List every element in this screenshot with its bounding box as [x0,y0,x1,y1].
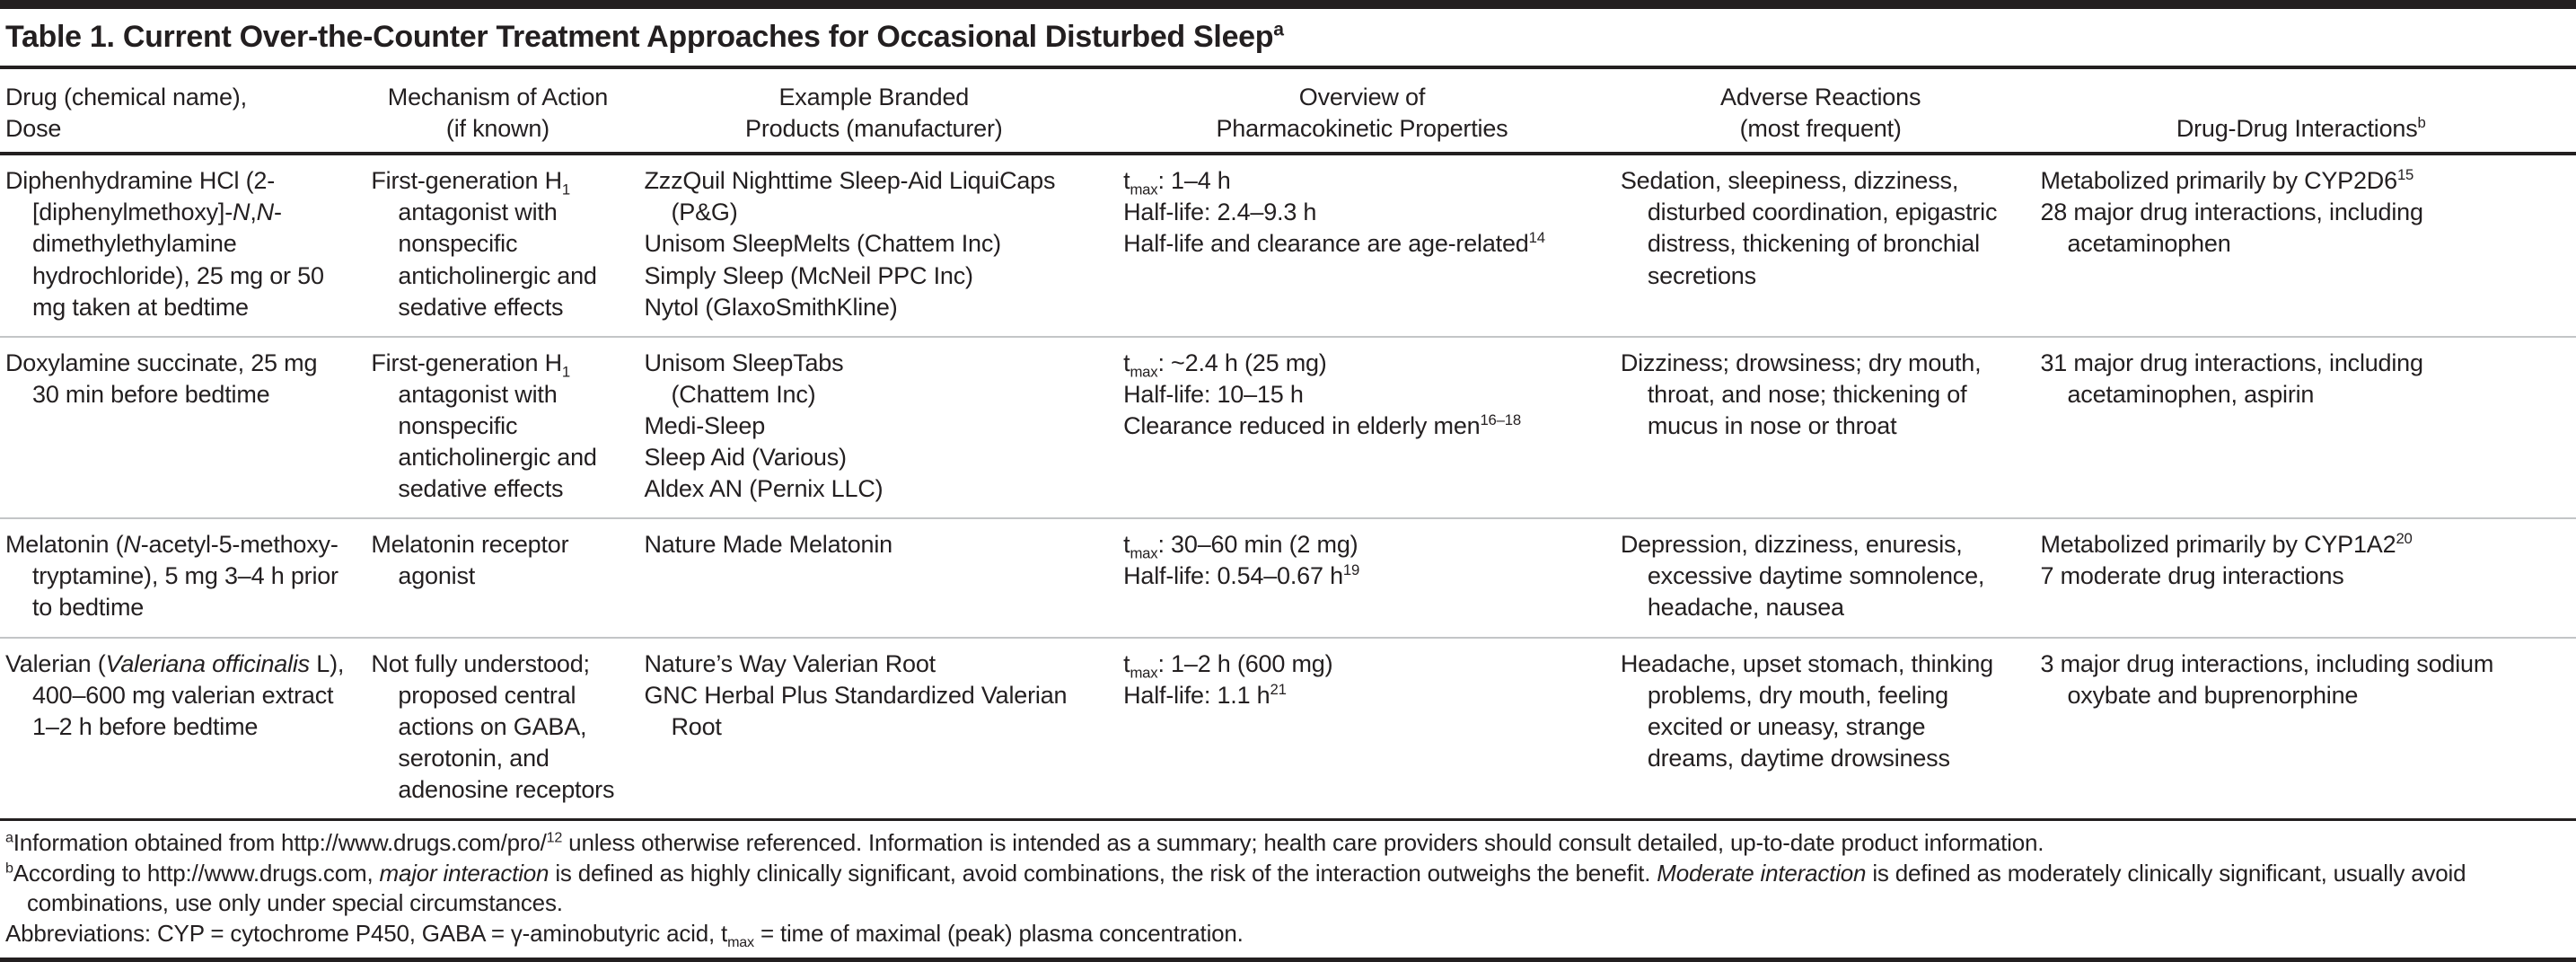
table-row-diphenhydramine [0,154,2576,336]
text-line: Nytol (GlaxoSmithKline) [644,293,898,321]
text-line: Unisom SleepMelts (Chattem Inc) [644,230,1001,258]
mechanism-text: First-generation $H_1$ antagonist with nonspecific anticholinergic and sedative effects [371,167,597,321]
text-line: Metabolized primarily by $CYP1A2^{20}$ [2040,530,2413,559]
col-header-drug: Drug (chemical name), Dose [0,69,365,154]
pharmacokinetics-list [1123,165,1597,260]
cell-products [639,337,1119,518]
cell-pharmacokinetics [1118,154,1615,336]
table-row-valerian [0,638,2576,820]
interactions-list [2040,649,2558,711]
products-list [645,348,1101,505]
drug-text: Doxylamine succinate, 25 mg 30 min before bedtime [5,349,318,408]
cell-interactions [2035,154,2576,336]
text-line: Half-life: 2.4–9.3 h [1123,199,1317,226]
col-header-interactions: Drug-Drug Interactions$^b$ [2035,69,2576,154]
drug-text: Valerian (Valeriana officinalis L), 400–600 mg valerian extract 1–2 h before bedtime [5,649,345,740]
cell-mechanism [365,337,638,518]
cell-products [639,154,1119,336]
text-line: Simply Sleep (McNeil PPC Inc) [644,261,973,289]
text-line: $^b$According to http://www.drugs.com, major interaction is defined as highly clinically significant, avoid combinations, the risk of the interaction outweighs the benefit. Moderate interaction is defined as moderately clinically significant, usually avoid combinations, use only under special circumstances. [5,859,2466,917]
text-line: $t_{max}$: 30–60 min (2 mg) [1123,531,1358,562]
table-title: Table 1. Current Over-the-Counter Treatment Approaches for Occasional Disturbed Sleep$^a$ [0,9,2576,69]
text-line: GNC Herbal Plus Standardized Valerian Root [644,681,1068,740]
table-top-rule [0,0,2576,9]
cell-adverse-reactions [1615,154,2035,336]
drug-text: Melatonin (N-acetyl-5-methoxy-tryptamine), 5 mg 3–4 h prior to bedtime [5,531,338,622]
pharmacokinetics-list [1123,649,1597,711]
cell-drug [0,518,365,637]
mechanism-text: Melatonin receptor agonist [371,531,569,590]
text-line: Half-life: 10–15 h [1123,380,1304,408]
interactions-list [2040,165,2558,260]
header-row [0,69,2576,154]
cell-interactions [2035,518,2576,637]
cell-interactions [2035,638,2576,820]
cell-pharmacokinetics [1118,518,1615,637]
text-line: Metabolized primarily by $CYP2D6^{15}$ [2040,166,2414,195]
cell-pharmacokinetics [1118,337,1615,518]
text-line: $t_{max}$: ~2.4 h (25 mg) [1123,349,1327,381]
text-line: $t_{max}$: 1–2 h (600 mg) [1123,649,1333,681]
cell-drug [0,638,365,820]
text-line: $t_{max}$: 1–4 h [1123,167,1231,199]
products-list [645,649,1101,743]
col-header-adverse-reactions: Adverse Reactions (most frequent) [1615,69,2035,154]
table-row-melatonin [0,518,2576,637]
adverse-reactions-text: Dizziness; drowsiness; dry mouth, throat, and nose; thickening of mucus in nose or throat [1620,349,1982,439]
drug-text: Diphenhydramine HCl (2-[diphenylmethoxy]-N,N-dimethylethylamine hydrochloride), 25 mg or 50 mg taken at bedtime [5,167,324,321]
table-row-doxylamine [0,337,2576,518]
text-line: ZzzQuil Nighttime Sleep-Aid LiquiCaps (P&G) [644,167,1056,226]
table-body [0,154,2576,819]
mechanism-text: First-generation $H_1$ antagonist with nonspecific anticholinergic and sedative effects [371,349,597,503]
products-list [645,529,1101,560]
cell-mechanism [365,518,638,637]
cell-drug [0,337,365,518]
adverse-reactions-text: Headache, upset stomach, thinking problems, dry mouth, feeling excited or uneasy, strange dreams, daytime drowsiness [1620,649,1993,772]
col-header-products: Example Branded Products (manufacturer) [639,69,1119,154]
text-line: 7 moderate drug interactions [2040,562,2344,590]
text-line: Aldex AN (Pernix LLC) [644,475,884,503]
mechanism-text: Not fully understood; proposed central actions on GABA, serotonin, and adenosine receptors [371,649,615,803]
text-line: Half-life: 1.1 $h^{21}$ [1123,680,1287,709]
text-line: Medi-Sleep [644,411,766,439]
products-list [645,165,1101,322]
cell-mechanism [365,638,638,820]
footnotes [0,821,2576,962]
text-line: Sleep Aid (Various) [644,444,847,472]
col-header-pharmacokinetics: Overview of Pharmacokinetic Properties [1118,69,1615,154]
table-header [0,69,2576,154]
interactions-list [2040,529,2558,592]
text-line: 3 major drug interactions, including sodium oxybate and buprenorphine [2040,649,2494,709]
cell-pharmacokinetics [1118,638,1615,820]
pharmacokinetics-list [1123,529,1597,592]
col-header-mechanism: Mechanism of Action (if known) [365,69,638,154]
cell-adverse-reactions [1615,337,2035,518]
adverse-reactions-text: Depression, dizziness, enuresis, excessive daytime somnolence, headache, nausea [1620,531,1985,622]
cell-mechanism [365,154,638,336]
text-line: 31 major drug interactions, including acetaminophen, aspirin [2040,349,2423,408]
cell-products [639,518,1119,637]
cell-drug [0,154,365,336]
interactions-list [2040,348,2558,410]
adverse-reactions-text: Sedation, sleepiness, dizziness, disturbed coordination, epigastric distress, thickening of bronchial secretions [1620,167,1998,289]
pharmacokinetics-list [1123,348,1597,442]
cell-adverse-reactions [1615,518,2035,637]
text-line: Clearance reduced in elderly men$^{16-18}$ [1123,410,1521,439]
text-line: Nature’s Way Valerian Root [644,649,936,677]
cell-products [639,638,1119,820]
otc-sleep-table [0,69,2576,821]
cell-interactions [2035,337,2576,518]
text-line: Unisom SleepTabs (Chattem Inc) [644,349,844,408]
text-line: Nature Made Melatonin [644,531,892,559]
text-line: Half-life: 0.54–0.67 $h^{19}$ [1123,561,1360,590]
text-line: 28 major drug interactions, including acetaminophen [2040,199,2423,258]
text-line: Abbreviations: CYP = cytochrome P450, GABA = γ-aminobutyric acid, $t_{max}$ = time of maximal (peak) plasma concentration. [5,919,1244,950]
text-line: Half-life and clearance are age-related$^{14}$ [1123,229,1545,258]
cell-adverse-reactions [1615,638,2035,820]
text-line: $^a$Information obtained from http://www.drugs.com/pro/$^{12}$ unless otherwise referenced. Information is intended as a summary; health care providers should consult detailed, up-to-date product information. [5,828,2044,856]
